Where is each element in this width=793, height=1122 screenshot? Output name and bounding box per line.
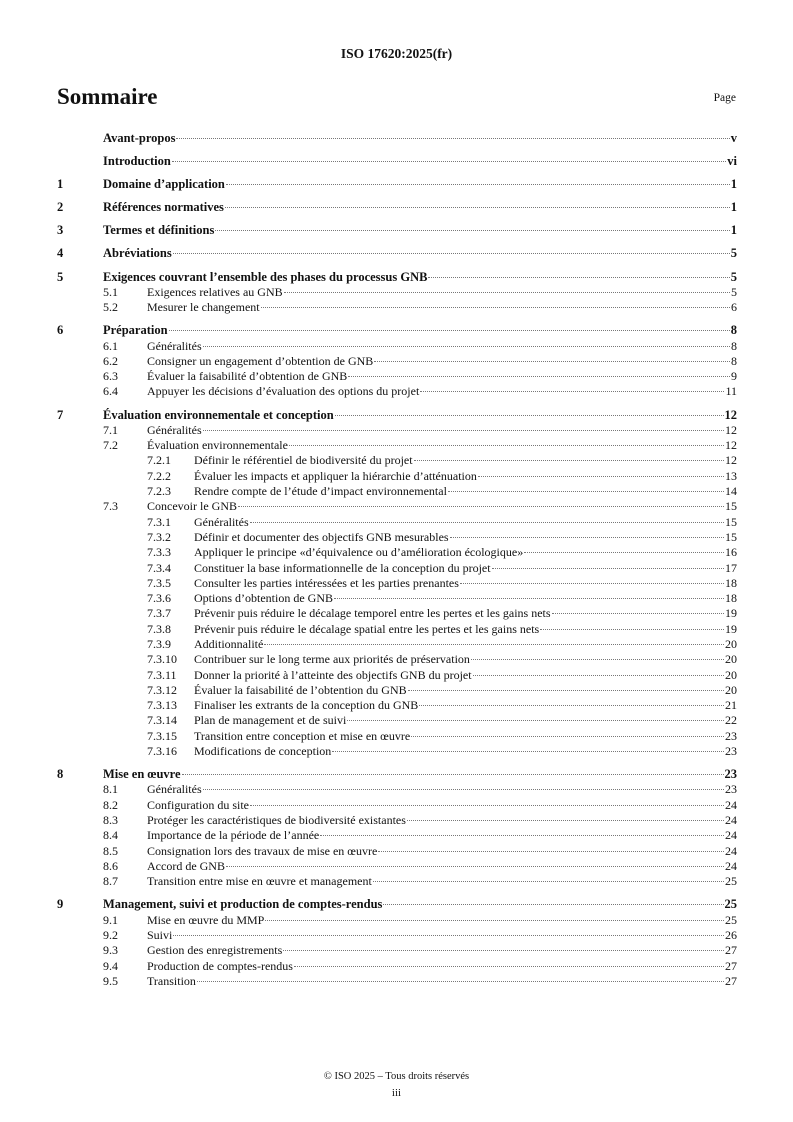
toc-entry-number: 7.3.1 [147,514,171,529]
document-header: ISO 17620:2025(fr) [340,46,453,61]
toc-entry[interactable] [57,246,737,261]
toc-entry-number: 9.1 [103,912,118,927]
dot-leader [169,330,730,331]
toc-entry-title: Généralités [194,514,249,529]
dot-leader [173,253,730,254]
toc-entry[interactable] [57,499,737,514]
toc-entry[interactable] [57,637,737,652]
toc-entry[interactable] [57,300,737,315]
dot-leader [197,981,724,982]
toc-entry-number: 8.2 [103,797,118,812]
toc-entry-page: 24 [725,843,737,858]
toc-entry-number: 1 [57,177,64,192]
dot-leader [320,835,724,836]
toc-entry-title: Définir et documenter des objectifs GNB mesurables [194,529,449,544]
page-column-label: Page [713,92,736,104]
toc-entry-title: Généralités [147,338,202,353]
dot-leader [378,851,724,852]
toc-entry-page: 26 [725,927,737,942]
toc-entry-title: Évaluer la faisabilité d’obtention de GNB [147,369,348,384]
toc-entry-title: Généralités [147,782,202,797]
dot-leader [348,376,730,377]
toc-entry-page: 12 [724,407,737,422]
toc-entry-page: 21 [725,698,737,713]
toc-entry-title: Mise en œuvre [103,767,181,782]
toc-entry-page: 1 [730,223,737,238]
toc-entry-page: 15 [725,499,737,514]
dot-leader [250,805,724,806]
toc-entry-number: 5.1 [103,284,118,299]
dot-leader [289,445,724,446]
toc-entry-title: Définir le référentiel de biodiversité du projet [194,453,413,468]
toc-entry[interactable] [57,959,737,974]
toc-entry-page: 1 [730,200,737,215]
toc-entry-page: 12 [725,453,737,468]
toc-entry-title: Suivi [147,927,173,942]
toc-entry-title: Généralités [147,422,202,437]
dot-leader [215,230,729,231]
toc-entry-title: Options d’obtention de GNB [194,591,333,606]
dot-leader [411,736,724,737]
toc-entry-page: 16 [725,545,737,560]
toc-entry-number: 7.3.10 [147,652,177,667]
toc-entry-page: 25 [725,874,737,889]
toc-entry-page: 8 [730,323,737,338]
toc-entry-page: 1 [730,177,737,192]
toc-entry-page: 24 [725,813,737,828]
dot-leader [492,568,724,569]
dot-leader [294,966,724,967]
toc-entry-title: Importance de la période de l’année [147,828,320,843]
toc-entry[interactable] [57,469,737,484]
dot-leader [176,138,729,139]
toc-entry-page: 27 [725,943,737,958]
toc-entry-page: v [730,131,737,145]
toc-entry[interactable] [57,223,737,238]
toc-entry[interactable] [57,576,737,591]
toc-entry-number: 8.1 [103,782,118,797]
toc-entry[interactable] [57,844,737,859]
toc-entry-title: Appliquer le principe «d’équivalence ou d’amélioration écologique» [194,545,524,560]
toc-entry-number: 8.5 [103,843,118,858]
toc-entry-number: 7.2.3 [147,484,171,499]
toc-entry-title: Exigences relatives au GNB [147,284,283,299]
dot-leader [335,415,724,416]
dot-leader [261,307,730,308]
dot-leader [374,361,730,362]
toc-entry-page: 12 [725,422,737,437]
dot-leader [420,391,724,392]
toc-entry-page: 19 [725,606,737,621]
toc-entry-page: 11 [725,384,737,399]
dot-leader [428,277,729,278]
toc-entry[interactable] [57,177,737,192]
toc-entry-title: Concevoir le GNB [147,499,237,514]
toc-entry-page: 27 [725,973,737,988]
toc-entry-title: Évaluation environnementale et conception [103,407,334,422]
toc-entry[interactable] [57,943,737,958]
dot-leader [173,935,724,936]
toc-entry[interactable] [57,591,737,606]
toc-entry-title: Appuyer les décisions d’évaluation des options du projet [147,384,420,399]
dot-leader [250,522,724,523]
toc-entry-number: 9.5 [103,973,118,988]
toc-entry[interactable] [57,683,737,698]
toc-entry-number: 7.3.5 [147,575,171,590]
toc-entry-number: 7.1 [103,422,118,437]
toc-entry-page: 25 [724,897,737,912]
toc-entry-number: 7.3.6 [147,591,171,606]
toc-entry-title: Avant-propos [103,131,176,145]
toc-entry-page: 13 [725,468,737,483]
dot-leader [203,789,724,790]
toc-entry-title: Transition entre mise en œuvre et management [147,874,372,889]
toc-entry-title: Transition entre conception et mise en œuvre [194,728,411,743]
dot-leader [473,675,724,676]
toc-entry-page: 5 [730,246,737,261]
toc-entry-number: 5.2 [103,300,118,315]
toc-entry-title: Domaine d’application [103,177,225,192]
toc-entry-title: Finaliser les extrants de la conception du GNB [194,698,419,713]
dot-leader [265,920,724,921]
toc-entry-number: 8.6 [103,858,118,873]
toc-entry-number: 7.2.2 [147,468,171,483]
toc-entry[interactable] [57,974,737,989]
toc-entry-number: 7 [57,407,64,422]
toc-entry[interactable] [57,530,737,545]
dot-leader [540,629,724,630]
toc-entry-number: 7.3.8 [147,621,171,636]
toc-entry-title: Accord de GNB [147,858,225,873]
toc-entry-number: 9.2 [103,927,118,942]
toc-entry[interactable] [57,285,737,300]
dot-leader [203,346,730,347]
toc-entry-page: 8 [731,353,737,368]
dot-leader [478,476,724,477]
dot-leader [225,207,730,208]
toc-entry-number: 3 [57,223,64,238]
toc-entry-number: 9.3 [103,943,118,958]
toc-entry-title: Constituer la base informationnelle de la conception du projet [194,560,491,575]
dot-leader [172,161,726,162]
toc-entry-title: Transition [147,973,196,988]
toc-entry-number: 6.1 [103,338,118,353]
toc-entry-title: Configuration du site [147,797,249,812]
toc-entry[interactable] [57,369,737,384]
dot-leader [203,430,724,431]
toc-entry-number: 9.4 [103,958,118,973]
dot-leader [334,598,724,599]
toc-entry-title: Termes et définitions [103,223,215,238]
dot-leader [419,705,724,706]
toc-entry-page: 20 [725,652,737,667]
dot-leader [448,491,724,492]
toc-entry-number: 8.3 [103,813,118,828]
toc-entry-title: Donner la priorité à l’atteinte des objectifs GNB du projet [194,667,472,682]
toc-entry[interactable] [57,354,737,369]
toc-entry-number: 7.2.1 [147,453,171,468]
dot-leader [407,820,724,821]
toc-entry-title: Prévenir puis réduire le décalage spatial entre les pertes et les gains nets [194,621,540,636]
toc-entry-title: Rendre compte de l’étude d’impact environnemental [194,484,447,499]
dot-leader [450,537,724,538]
toc-entry-page: 24 [725,858,737,873]
toc-entry-title: Additionnalité [194,636,264,651]
toc-entry[interactable] [57,668,737,683]
toc-entry[interactable] [57,913,737,928]
toc-entry[interactable] [57,622,737,637]
toc-entry-number: 8.7 [103,874,118,889]
toc-entry-page: 17 [725,560,737,575]
toc-entry-page: vi [727,154,737,169]
toc-entry-number: 8.4 [103,828,118,843]
toc-entry-page: 23 [725,782,737,797]
page-title: Sommaire [57,84,158,109]
toc-entry-title: Contribuer sur le long terme aux priorités de préservation [194,652,470,667]
toc-entry-title: Abréviations [103,246,172,261]
toc-entry-page: 20 [725,682,737,697]
toc-entry[interactable] [57,698,737,713]
toc-entry-page: 23 [724,767,737,782]
toc-entry-page: 22 [725,713,737,728]
toc-entry-page: 15 [725,529,737,544]
dot-leader [373,881,724,882]
toc-entry-page: 19 [725,621,737,636]
toc-entry-number: 7.3.7 [147,606,171,621]
toc-entry-number: 6.3 [103,369,118,384]
toc-entry-title: Évaluer la faisabilité de l’obtention du GNB [194,682,407,697]
toc-entry-page: 12 [725,438,737,453]
toc-entry-page: 20 [725,636,737,651]
toc-entry-title: Plan de management et de suivi [194,713,347,728]
toc-entry[interactable] [57,408,737,423]
toc-entry-page: 8 [731,338,737,353]
toc-entry-number: 7.3.16 [147,744,177,759]
dot-leader [408,690,724,691]
toc-entry[interactable] [57,813,737,828]
toc-entry-page: 18 [725,575,737,590]
toc-entry-page: 20 [725,667,737,682]
toc-entry-number: 7.3.9 [147,636,171,651]
toc-entry-title: Exigences couvrant l’ensemble des phases du processus GNB [103,269,428,284]
toc-entry[interactable] [57,782,737,797]
dot-leader [182,774,724,775]
toc-entry-title: Mise en œuvre du MMP [147,912,265,927]
toc-entry-number: 6 [57,323,64,338]
toc-entry-number: 7.3.13 [147,698,177,713]
toc-entry-page: 9 [731,369,737,384]
toc-entry-page: 24 [725,797,737,812]
toc-entry[interactable] [57,606,737,621]
toc-entry[interactable] [57,713,737,728]
toc-entry[interactable] [57,767,737,782]
toc-entry-title: Consignation lors des travaux de mise en œuvre [147,843,378,858]
toc-entry[interactable] [57,897,737,912]
copyright-footer: © ISO 2025 – Tous droits réservés [323,1071,470,1082]
dot-leader [414,460,724,461]
toc-entry[interactable] [57,200,737,215]
toc-entry[interactable] [57,154,737,169]
toc-entry[interactable] [57,874,737,889]
toc-entry[interactable] [57,323,737,338]
toc-entry-page: 15 [725,514,737,529]
toc-entry-title: Management, suivi et production de comptes-rendus [103,897,383,912]
toc-entry-page: 6 [731,300,737,315]
toc-entry-page: 27 [725,958,737,973]
toc-entry[interactable] [57,484,737,499]
dot-leader [238,506,724,507]
dot-leader [226,184,730,185]
toc-entry-number: 4 [57,246,64,261]
toc-entry[interactable] [57,744,737,759]
toc-entry[interactable] [57,828,737,843]
toc-entry-title: Évaluation environnementale [147,438,288,453]
toc-entry[interactable] [57,453,737,468]
toc-entry[interactable] [57,270,737,285]
toc-entry[interactable] [57,859,737,874]
toc-entry[interactable] [57,729,737,744]
toc-entry-number: 7.3.3 [147,545,171,560]
toc-entry-number: 7.3.2 [147,529,171,544]
table-of-contents [57,131,737,989]
dot-leader [347,720,724,721]
toc-entry-number: 7.2 [103,438,118,453]
dot-leader [283,950,724,951]
toc-entry-page: 23 [725,744,737,759]
toc-entry-page: 5 [730,269,737,284]
toc-entry-number: 7.3.12 [147,682,177,697]
dot-leader [471,659,724,660]
dot-leader [284,292,730,293]
toc-entry-title: Gestion des enregistrements [147,943,283,958]
toc-entry-number: 2 [57,200,64,215]
toc-entry-title: Protéger les caractéristiques de biodiversité existantes [147,813,406,828]
dot-leader [264,644,724,645]
toc-entry[interactable] [57,798,737,813]
toc-entry-title: Évaluer les impacts et appliquer la hiérarchie d’atténuation [194,468,477,483]
toc-entry-page: 5 [731,284,737,299]
toc-entry-number: 9 [57,897,64,912]
dot-leader [332,751,724,752]
toc-entry-title: Mesurer le changement [147,300,260,315]
toc-entry-page: 18 [725,591,737,606]
toc-entry-number: 7.3.4 [147,560,171,575]
dot-leader [460,583,724,584]
toc-entry[interactable] [57,545,737,560]
toc-entry-number: 8 [57,767,64,782]
toc-entry-page: 14 [725,484,737,499]
toc-entry-number: 5 [57,269,64,284]
toc-entry[interactable] [57,131,737,146]
toc-entry[interactable] [57,339,737,354]
toc-entry-number: 6.4 [103,384,118,399]
toc-entry-title: Production de comptes-rendus [147,958,293,973]
dot-leader [383,904,723,905]
dot-leader [226,866,724,867]
dot-leader [524,552,724,553]
toc-entry-page: 23 [725,728,737,743]
toc-entry[interactable] [57,515,737,530]
page-number: iii [391,1087,402,1099]
toc-entry-page: 24 [725,828,737,843]
toc-entry[interactable] [57,423,737,438]
toc-entry-title: Consulter les parties intéressées et les parties prenantes [194,575,459,590]
toc-entry-number: 6.2 [103,353,118,368]
toc-entry-page: 25 [725,912,737,927]
toc-entry-number: 7.3.15 [147,728,177,743]
dot-leader [552,613,724,614]
toc-entry-title: Préparation [103,323,168,338]
toc-entry-number: 7.3.14 [147,713,177,728]
toc-entry-title: Prévenir puis réduire le décalage temporel entre les pertes et les gains nets [194,606,551,621]
toc-entry[interactable] [57,438,737,453]
toc-entry[interactable] [57,384,737,399]
toc-entry[interactable] [57,928,737,943]
toc-entry-title: Consigner un engagement d’obtention de GNB [147,353,374,368]
toc-entry-title: Introduction [103,154,171,169]
toc-entry-title: Références normatives [103,200,224,215]
toc-entry-title: Modifications de conception [194,744,332,759]
toc-entry-number: 7.3.11 [147,667,177,682]
toc-entry-number: 7.3 [103,499,118,514]
toc-entry[interactable] [57,561,737,576]
toc-entry[interactable] [57,652,737,667]
